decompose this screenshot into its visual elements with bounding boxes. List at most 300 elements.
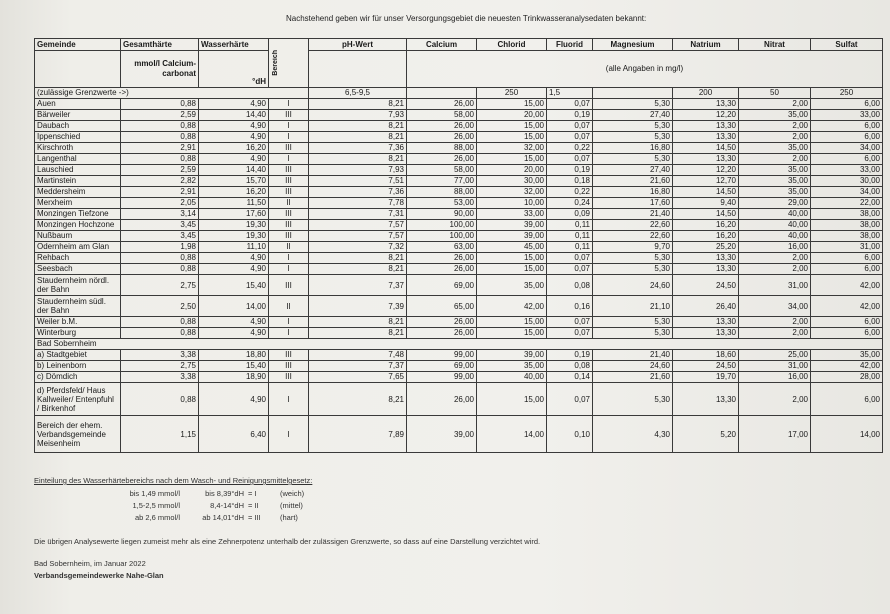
legend-cell: ab 14,01°dH	[202, 513, 244, 522]
legend-cell: = III	[248, 513, 261, 522]
table-cell: 31,00	[739, 361, 811, 372]
table-cell	[309, 51, 407, 88]
table-cell: 15,00	[477, 328, 547, 339]
header-row	[35, 39, 883, 51]
table-cell: 2,00	[739, 264, 811, 275]
table-cell: II	[269, 198, 309, 209]
table-cell: 5,30	[593, 99, 673, 110]
table-cell: 16,20	[199, 143, 269, 154]
table-cell: 4,90	[199, 121, 269, 132]
table-cell: 8,21	[309, 121, 407, 132]
table-cell: 33,00	[811, 110, 883, 121]
table-row	[35, 220, 883, 231]
table-cell: 39,00	[407, 416, 477, 453]
table-cell: 16,20	[673, 220, 739, 231]
table-cell: 8,21	[309, 99, 407, 110]
table-cell: 7,57	[309, 220, 407, 231]
table-cell: 88,00	[407, 143, 477, 154]
table-cell: 13,30	[673, 328, 739, 339]
table-cell: 27,40	[593, 165, 673, 176]
hardness-legend	[100, 488, 320, 524]
table-cell: 40,00	[739, 209, 811, 220]
table-cell: 0,11	[547, 220, 593, 231]
table-cell: 34,00	[739, 296, 811, 317]
table-cell: 26,00	[407, 383, 477, 416]
column-header: Gemeinde	[35, 39, 121, 51]
table-cell: 42,00	[477, 296, 547, 317]
table-cell: 15,00	[477, 253, 547, 264]
legend-cell: bis 1,49 mmol/l	[129, 489, 180, 498]
table-cell: 15,00	[477, 154, 547, 165]
table-cell: 2,00	[739, 99, 811, 110]
limit-sulfat: 250	[811, 88, 883, 99]
table-cell: 10,00	[477, 198, 547, 209]
table-cell: 14,00	[199, 296, 269, 317]
table-cell: 7,37	[309, 275, 407, 296]
table-cell: 26,00	[407, 132, 477, 143]
table-cell: III	[269, 275, 309, 296]
table-cell: 26,00	[407, 253, 477, 264]
unit-all: (alle Angaben in mg/l)	[407, 51, 883, 88]
table-cell: 34,00	[811, 143, 883, 154]
table-cell: III	[269, 209, 309, 220]
table-cell: 24,60	[593, 361, 673, 372]
table-cell: 0,88	[121, 99, 199, 110]
table-cell: 69,00	[407, 361, 477, 372]
table-cell: I	[269, 383, 309, 416]
intro-text: Nachstehend geben wir für unser Versorgungsgebiet die neuesten Trinkwasseranalysedaten bekannt:	[286, 14, 647, 23]
table-cell: 38,00	[811, 209, 883, 220]
table-cell: 2,00	[739, 154, 811, 165]
municipality-name: Lauschied	[35, 165, 121, 176]
table-cell: 6,40	[199, 416, 269, 453]
table-cell: 6,00	[811, 328, 883, 339]
municipality-name: Winterburg	[35, 328, 121, 339]
table-cell: 35,00	[739, 110, 811, 121]
column-header: Natrium	[673, 39, 739, 51]
table-cell: 8,21	[309, 264, 407, 275]
table-cell: 21,10	[593, 296, 673, 317]
table-cell: 6,00	[811, 99, 883, 110]
table-cell: 100,00	[407, 231, 477, 242]
table-cell: 0,22	[547, 187, 593, 198]
table-row	[35, 361, 883, 372]
column-header	[269, 39, 309, 88]
table-cell: 42,00	[811, 275, 883, 296]
table-cell: 0,19	[547, 110, 593, 121]
column-header: Calcium	[407, 39, 477, 51]
table-cell: 4,90	[199, 317, 269, 328]
table-cell: 32,00	[477, 143, 547, 154]
table-cell: 8,21	[309, 317, 407, 328]
table-cell: 2,91	[121, 187, 199, 198]
legend-cell: 8,4-14°dH	[210, 501, 244, 510]
table-cell: 14,50	[673, 187, 739, 198]
table-cell: 0,07	[547, 132, 593, 143]
table-cell: 38,00	[811, 231, 883, 242]
table-cell: 2,91	[121, 143, 199, 154]
legend-cell: = II	[248, 501, 259, 510]
table-cell: 30,00	[477, 176, 547, 187]
municipality-name: Ippenschied	[35, 132, 121, 143]
table-cell: I	[269, 317, 309, 328]
table-cell: 33,00	[811, 165, 883, 176]
table-cell: 4,90	[199, 99, 269, 110]
table-cell: 0,88	[121, 154, 199, 165]
table-cell: 35,00	[739, 187, 811, 198]
table-cell: 38,00	[811, 220, 883, 231]
table-cell: 2,82	[121, 176, 199, 187]
table-cell: 39,00	[477, 350, 547, 361]
table-cell: 27,40	[593, 110, 673, 121]
table-cell: 42,00	[811, 361, 883, 372]
table-cell: 6,00	[811, 317, 883, 328]
table-cell: 26,00	[407, 99, 477, 110]
table-cell: 26,00	[407, 121, 477, 132]
table-cell: 7,31	[309, 209, 407, 220]
table-cell: 45,00	[477, 242, 547, 253]
table-cell: 0,08	[547, 275, 593, 296]
table-cell: 0,11	[547, 231, 593, 242]
water-analysis-table	[34, 38, 883, 453]
legend-title: Einteilung des Wasserhärtebereichs nach dem Wasch- und Reinigungsmittelgesetz:	[34, 476, 313, 485]
table-cell: III	[269, 143, 309, 154]
table-cell: 18,80	[199, 350, 269, 361]
table-cell: 7,78	[309, 198, 407, 209]
table-cell: 5,30	[593, 121, 673, 132]
table-cell: 13,30	[673, 132, 739, 143]
column-header: Chlorid	[477, 39, 547, 51]
table-cell: 90,00	[407, 209, 477, 220]
table-row	[35, 372, 883, 383]
table-cell: 0,16	[547, 296, 593, 317]
table-cell: 30,00	[811, 176, 883, 187]
table-cell: 2,75	[121, 361, 199, 372]
table-row	[35, 296, 883, 317]
unit-gesamthaerte: mmol/l Calcium-carbonat	[121, 51, 199, 88]
table-cell: 31,00	[739, 275, 811, 296]
legend-cell: (hart)	[280, 513, 298, 522]
table-cell: III	[269, 110, 309, 121]
table-cell: 5,30	[593, 154, 673, 165]
table-row	[35, 176, 883, 187]
table-cell: 2,00	[739, 328, 811, 339]
table-cell: 2,00	[739, 317, 811, 328]
table-cell: 22,00	[811, 198, 883, 209]
municipality-name: Staudernheim nördl. der Bahn	[35, 275, 121, 296]
municipality-name: Monzingen Tiefzone	[35, 209, 121, 220]
footnote: Die übrigen Analysewerte liegen zumeist mehr als eine Zehnerpotenz unterhalb der zulässigen Grenzwerte, so dass auf eine Darstellung verzichtet wird.	[34, 537, 541, 546]
column-header: Magnesium	[593, 39, 673, 51]
table-cell: 0,88	[121, 328, 199, 339]
table-cell: 58,00	[407, 110, 477, 121]
table-cell: III	[269, 231, 309, 242]
table-cell: III	[269, 176, 309, 187]
table-cell: I	[269, 99, 309, 110]
table-cell: 65,00	[407, 296, 477, 317]
table-cell: 9,70	[593, 242, 673, 253]
table-cell: I	[269, 253, 309, 264]
table-cell: 19,30	[199, 220, 269, 231]
table-row	[35, 328, 883, 339]
table-cell: 2,59	[121, 165, 199, 176]
table-cell: 24,60	[593, 275, 673, 296]
table-cell: 18,90	[199, 372, 269, 383]
municipality-name: b) Leinenborn	[35, 361, 121, 372]
table-cell: 0,88	[121, 253, 199, 264]
table-row	[35, 242, 883, 253]
table-cell: 6,00	[811, 132, 883, 143]
column-header: Fluorid	[547, 39, 593, 51]
table-cell: 7,36	[309, 143, 407, 154]
table-cell: 3,45	[121, 231, 199, 242]
table-cell: 0,07	[547, 264, 593, 275]
table-cell: III	[269, 372, 309, 383]
table-cell: 7,93	[309, 165, 407, 176]
legend-row	[100, 500, 320, 512]
table-cell: 33,00	[477, 209, 547, 220]
municipality-name: d) Pferdsfeld/ Haus Kallweiler/ Entenpfuhl / Birkenhof	[35, 383, 121, 416]
table-cell: 4,90	[199, 328, 269, 339]
table-cell: 24,50	[673, 361, 739, 372]
table-cell: 7,57	[309, 231, 407, 242]
unit-wasserhaerte: °dH	[199, 51, 269, 88]
table-cell: III	[269, 220, 309, 231]
table-cell: 0,07	[547, 253, 593, 264]
table-cell: 40,00	[739, 220, 811, 231]
table-cell: 15,40	[199, 361, 269, 372]
table-cell: 0,24	[547, 198, 593, 209]
table-cell: 4,90	[199, 383, 269, 416]
table-cell: 88,00	[407, 187, 477, 198]
table-cell: III	[269, 187, 309, 198]
table-cell: 6,00	[811, 121, 883, 132]
table-cell: 34,00	[811, 187, 883, 198]
table-cell: 7,48	[309, 350, 407, 361]
table-cell: 13,30	[673, 253, 739, 264]
table-cell: 58,00	[407, 165, 477, 176]
municipality-name: Weiler b.M.	[35, 317, 121, 328]
table-cell: 0,88	[121, 132, 199, 143]
table-cell: 35,00	[739, 176, 811, 187]
table-cell: 16,80	[593, 143, 673, 154]
table-row	[35, 165, 883, 176]
table-cell: 3,38	[121, 372, 199, 383]
table-cell: 14,50	[673, 143, 739, 154]
municipality-name: Seesbach	[35, 264, 121, 275]
table-cell: 6,00	[811, 264, 883, 275]
table-cell: 15,00	[477, 383, 547, 416]
column-header: Sulfat	[811, 39, 883, 51]
table-cell: 31,00	[811, 242, 883, 253]
table-cell: 5,30	[593, 328, 673, 339]
table-cell: I	[269, 132, 309, 143]
units-row	[35, 51, 883, 88]
table-cell	[593, 88, 673, 99]
legend-cell: (weich)	[280, 489, 305, 498]
limit-nitrat: 50	[739, 88, 811, 99]
table-cell: 13,30	[673, 154, 739, 165]
limit-fluorid: 1,5	[547, 88, 593, 99]
table-cell: 8,21	[309, 253, 407, 264]
organization: Verbandsgemeindewerke Nahe-Glan	[34, 571, 164, 580]
table-cell: 11,50	[199, 198, 269, 209]
table-cell: 7,32	[309, 242, 407, 253]
table-cell: 16,20	[199, 187, 269, 198]
table-cell: 16,00	[739, 372, 811, 383]
table-cell: 26,00	[407, 154, 477, 165]
table-cell: 99,00	[407, 372, 477, 383]
table-cell: 25,20	[673, 242, 739, 253]
table-cell: 8,21	[309, 154, 407, 165]
table-cell: I	[269, 416, 309, 453]
table-cell: 20,00	[477, 165, 547, 176]
table-row	[35, 416, 883, 453]
table-cell: 26,00	[407, 317, 477, 328]
table-cell: 17,00	[739, 416, 811, 453]
table-cell: 12,70	[673, 176, 739, 187]
table-cell: 2,05	[121, 198, 199, 209]
limit-natrium: 200	[673, 88, 739, 99]
table-cell: 5,30	[593, 253, 673, 264]
table-cell: 8,21	[309, 328, 407, 339]
table-cell: 0,22	[547, 143, 593, 154]
table-cell: 17,60	[199, 209, 269, 220]
table-cell: 24,50	[673, 275, 739, 296]
table-cell: 7,51	[309, 176, 407, 187]
table-row	[35, 143, 883, 154]
table-cell: 8,21	[309, 132, 407, 143]
table-cell: 4,30	[593, 416, 673, 453]
table-cell: 14,40	[199, 110, 269, 121]
table-row	[35, 383, 883, 416]
table-cell: 35,00	[739, 143, 811, 154]
table-cell: 0,88	[121, 264, 199, 275]
legend-cell: bis 8,39°dH	[205, 489, 244, 498]
table-cell: 17,60	[593, 198, 673, 209]
limit-chlorid: 250	[477, 88, 547, 99]
table-cell: 2,75	[121, 275, 199, 296]
table-cell: I	[269, 154, 309, 165]
table-cell: 40,00	[477, 372, 547, 383]
table-cell: 26,00	[407, 328, 477, 339]
municipality-name: Auen	[35, 99, 121, 110]
table-cell: 11,10	[199, 242, 269, 253]
table-cell: 22,60	[593, 220, 673, 231]
table-row	[35, 132, 883, 143]
legend-cell: 1,5-2,5 mmol/l	[132, 501, 180, 510]
table-cell: 14,50	[673, 209, 739, 220]
table-cell: II	[269, 242, 309, 253]
table-cell: 14,40	[199, 165, 269, 176]
table-cell: 29,00	[739, 198, 811, 209]
limit-ph: 6,5-9,5	[309, 88, 407, 99]
table-cell: 16,20	[673, 231, 739, 242]
limits-row	[35, 88, 883, 99]
table-cell: 5,30	[593, 132, 673, 143]
table-cell: 32,00	[477, 187, 547, 198]
table-cell: 5,30	[593, 317, 673, 328]
table-cell: 7,37	[309, 361, 407, 372]
table-row	[35, 198, 883, 209]
table-cell: 0,19	[547, 350, 593, 361]
table-cell: 0,11	[547, 242, 593, 253]
table-cell: 15,00	[477, 264, 547, 275]
table-cell: 5,20	[673, 416, 739, 453]
table-cell: 5,30	[593, 264, 673, 275]
table-cell: 35,00	[739, 165, 811, 176]
municipality-name: c) Dömdich	[35, 372, 121, 383]
section-title: Bad Sobernheim	[35, 339, 883, 350]
table-cell: 0,08	[547, 361, 593, 372]
place-date: Bad Sobernheim, im Januar 2022	[34, 559, 146, 568]
table-cell: 13,30	[673, 264, 739, 275]
table-cell: 0,07	[547, 99, 593, 110]
municipality-name: Bereich der ehem. Verbandsgemeinde Meisenheim	[35, 416, 121, 453]
table-cell: 14,00	[811, 416, 883, 453]
table-cell: 1,98	[121, 242, 199, 253]
table-cell: 22,60	[593, 231, 673, 242]
table-cell: III	[269, 361, 309, 372]
table-cell: 77,00	[407, 176, 477, 187]
table-cell: 13,30	[673, 99, 739, 110]
table-cell: 2,00	[739, 253, 811, 264]
municipality-name: Staudernheim südl. der Bahn	[35, 296, 121, 317]
table-cell: 2,00	[739, 383, 811, 416]
table-cell: 7,39	[309, 296, 407, 317]
municipality-name: Monzingen Hochzone	[35, 220, 121, 231]
municipality-name: Rehbach	[35, 253, 121, 264]
table-cell: 6,00	[811, 154, 883, 165]
table-cell: 0,88	[121, 121, 199, 132]
table-cell: 2,50	[121, 296, 199, 317]
table-cell: 21,40	[593, 350, 673, 361]
table-row	[35, 209, 883, 220]
table-cell: 12,20	[673, 110, 739, 121]
table-cell: 15,00	[477, 132, 547, 143]
table-cell: 0,07	[547, 328, 593, 339]
table-row	[35, 154, 883, 165]
table-cell: 8,21	[309, 383, 407, 416]
table-cell: 18,60	[673, 350, 739, 361]
table-cell: 4,90	[199, 253, 269, 264]
table-cell: 25,00	[739, 350, 811, 361]
table-cell: 14,00	[477, 416, 547, 453]
table-row	[35, 99, 883, 110]
table-cell: 21,60	[593, 176, 673, 187]
table-cell: 0,07	[547, 121, 593, 132]
table-cell: 40,00	[739, 231, 811, 242]
table-cell: 0,07	[547, 383, 593, 416]
table-cell: II	[269, 296, 309, 317]
table-cell: 7,65	[309, 372, 407, 383]
column-header: pH-Wert	[309, 39, 407, 51]
table-cell: 4,90	[199, 132, 269, 143]
table-cell: 2,59	[121, 110, 199, 121]
table-cell: 53,00	[407, 198, 477, 209]
table-cell: 3,45	[121, 220, 199, 231]
table-cell: 63,00	[407, 242, 477, 253]
municipality-name: Daubach	[35, 121, 121, 132]
table-cell: 99,00	[407, 350, 477, 361]
table-cell: 7,36	[309, 187, 407, 198]
table-cell: 15,70	[199, 176, 269, 187]
table-cell: 15,00	[477, 121, 547, 132]
municipality-name: Kirschroth	[35, 143, 121, 154]
table-cell: 0,88	[121, 383, 199, 416]
table-cell: III	[269, 350, 309, 361]
municipality-name: Langenthal	[35, 154, 121, 165]
